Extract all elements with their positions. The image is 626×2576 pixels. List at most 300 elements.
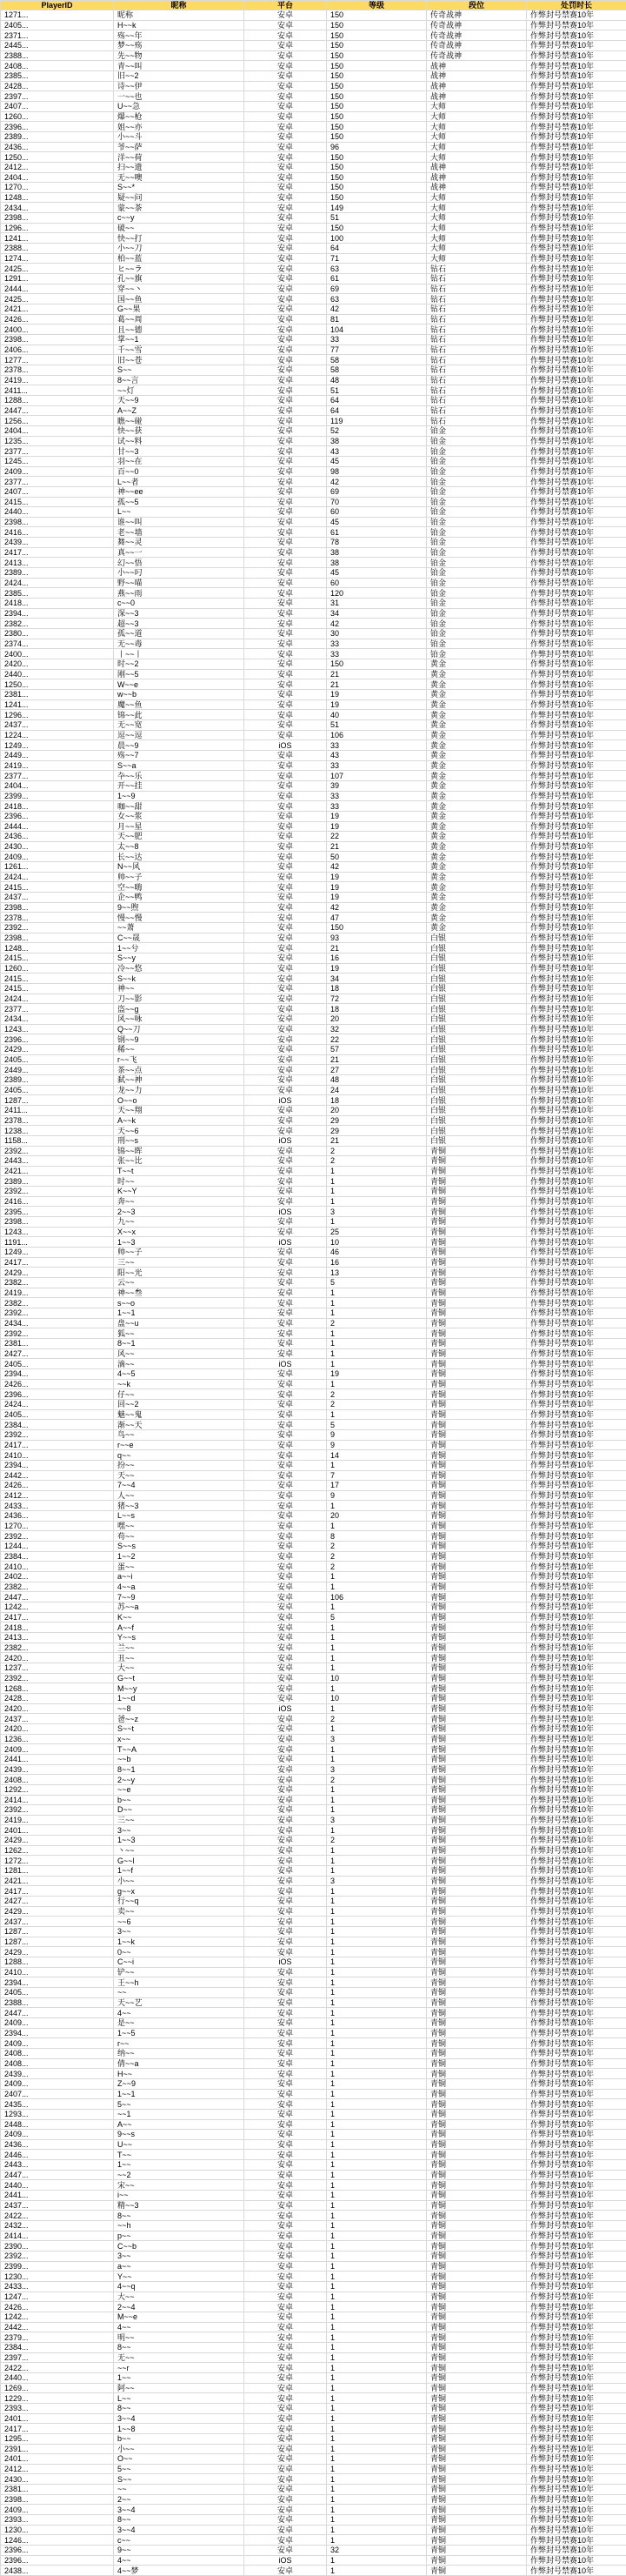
cell-platform: 安卓 [244, 365, 327, 375]
cell-nickname: 8~~1 [114, 1764, 244, 1775]
cell-penalty: 作弊封号禁赛10年 [527, 507, 626, 518]
cell-penalty: 作弊封号禁赛10年 [527, 122, 626, 132]
table-row [1, 1207, 626, 1217]
cell-player-id: 1248... [1, 192, 114, 203]
table-row [1, 183, 626, 193]
cell-nickname: U~~ [114, 2139, 244, 2150]
cell-rank: 白银 [427, 1014, 527, 1024]
cell-level: 1 [327, 2130, 427, 2140]
table-row [1, 2302, 626, 2312]
cell-penalty: 作弊封号禁赛10年 [527, 933, 626, 943]
cell-nickname: 帅~~子 [114, 1248, 244, 1258]
cell-nickname: 嘿~~ [114, 1521, 244, 1531]
cell-penalty: 作弊封号禁赛10年 [527, 1947, 626, 1957]
cell-platform: 安卓 [244, 1014, 327, 1024]
cell-penalty: 作弊封号禁赛10年 [527, 2221, 626, 2231]
table-row [1, 1663, 626, 1673]
cell-level: 48 [327, 1074, 427, 1085]
cell-nickname: ~~8 [114, 1703, 244, 1714]
cell-platform: 安卓 [244, 832, 327, 842]
cell-platform: 安卓 [244, 1623, 327, 1633]
cell-penalty: 作弊封号禁赛10年 [527, 2160, 626, 2171]
cell-rank: 青铜 [427, 2017, 527, 2028]
cell-level: 1 [327, 2363, 427, 2373]
cell-rank: 青铜 [427, 1805, 527, 1816]
cell-player-id: 2400... [1, 649, 114, 659]
cell-player-id: 2429... [1, 1947, 114, 1957]
cell-nickname: ~~ [114, 2485, 244, 2495]
cell-penalty: 作弊封号禁赛10年 [527, 730, 626, 740]
cell-player-id: 1229... [1, 2393, 114, 2404]
cell-player-id: 2394... [1, 1368, 114, 1379]
cell-penalty: 作弊封号禁赛10年 [527, 1146, 626, 1156]
cell-level: 19 [327, 689, 427, 699]
table-row [1, 2282, 626, 2292]
cell-nickname: q~~ [114, 1450, 244, 1461]
cell-nickname: A~~ [114, 2119, 244, 2130]
cell-penalty: 作弊封号禁赛10年 [527, 547, 626, 558]
cell-platform: 安卓 [244, 2261, 327, 2272]
cell-penalty: 作弊封号禁赛10年 [527, 862, 626, 873]
cell-penalty: 作弊封号禁赛10年 [527, 1044, 626, 1054]
cell-penalty: 作弊封号禁赛10年 [527, 588, 626, 599]
cell-platform: 安卓 [244, 2342, 327, 2352]
table-row [1, 2008, 626, 2018]
cell-nickname: 三~~ [114, 1257, 244, 1268]
cell-penalty: 作弊封号禁赛10年 [527, 2109, 626, 2119]
cell-player-id: 2396... [1, 2555, 114, 2566]
cell-nickname: H~~k [114, 20, 244, 30]
cell-rank: 青铜 [427, 2403, 527, 2413]
cell-level: 46 [327, 1248, 427, 1258]
cell-nickname: 1~~1 [114, 1308, 244, 1319]
cell-player-id: 2395... [1, 1207, 114, 1217]
cell-nickname: 2~~3 [114, 1207, 244, 1217]
cell-rank: 青铜 [427, 2272, 527, 2282]
cell-rank: 白银 [427, 1115, 527, 1126]
cell-nickname: a~~ [114, 2261, 244, 2272]
cell-level: 104 [327, 325, 427, 335]
cell-penalty: 作弊封号禁赛10年 [527, 1196, 626, 1207]
cell-level: 1 [327, 2282, 427, 2292]
cell-player-id: 2396... [1, 811, 114, 821]
cell-penalty: 作弊封号禁赛10年 [527, 223, 626, 233]
cell-nickname: 苏~~a [114, 1602, 244, 1613]
cell-nickname: 殇~~年 [114, 30, 244, 41]
cell-penalty: 作弊封号禁赛10年 [527, 2312, 626, 2322]
cell-level: 1 [327, 2109, 427, 2119]
cell-player-id: 2389... [1, 1074, 114, 1085]
table-row [1, 1490, 626, 1501]
cell-nickname: 大~~ [114, 2292, 244, 2302]
table-row [1, 101, 626, 111]
cell-nickname: 8~~ [114, 2515, 244, 2526]
cell-rank: 黄金 [427, 740, 527, 751]
cell-rank: 铂金 [427, 608, 527, 619]
cell-level: 1 [327, 1805, 427, 1816]
table-row [1, 1156, 626, 1167]
cell-nickname: L~~ [114, 507, 244, 518]
cell-player-id: 2440... [1, 2180, 114, 2191]
cell-level: 42 [327, 477, 427, 487]
cell-player-id: 2426... [1, 2302, 114, 2312]
table-row [1, 172, 626, 183]
cell-nickname: ~~b [114, 1754, 244, 1764]
cell-player-id: 2407... [1, 101, 114, 111]
cell-penalty: 作弊封号禁赛10年 [527, 1723, 626, 1734]
cell-platform: 安卓 [244, 436, 327, 446]
cell-platform: 安卓 [244, 984, 327, 994]
cell-nickname: 晨~~9 [114, 740, 244, 751]
table-row [1, 2028, 626, 2038]
cell-platform: 安卓 [244, 1876, 327, 1886]
cell-platform: 安卓 [244, 2403, 327, 2413]
cell-penalty: 作弊封号禁赛10年 [527, 477, 626, 487]
cell-nickname: 4~~ [114, 2322, 244, 2332]
cell-player-id: 2389... [1, 1176, 114, 1187]
cell-platform: 安卓 [244, 1196, 327, 1207]
table-row [1, 1450, 626, 1461]
cell-level: 150 [327, 923, 427, 933]
cell-platform: 安卓 [244, 1734, 327, 1744]
cell-level: 70 [327, 497, 427, 507]
cell-player-id: 2404... [1, 780, 114, 791]
cell-penalty: 作弊封号禁赛10年 [527, 2566, 626, 2576]
cell-player-id: 2379... [1, 2332, 114, 2343]
table-row [1, 395, 626, 405]
cell-platform: 安卓 [244, 710, 327, 720]
cell-player-id: 2405... [1, 20, 114, 30]
cell-player-id: 1281... [1, 1866, 114, 1877]
cell-level: 1 [327, 2555, 427, 2566]
cell-nickname: 魔~~鱼 [114, 699, 244, 710]
cell-rank: 钻石 [427, 314, 527, 325]
cell-rank: 青铜 [427, 1582, 527, 1592]
table-row [1, 517, 626, 527]
cell-nickname: G~~t [114, 1673, 244, 1683]
cell-nickname: 狐~~ [114, 1328, 244, 1339]
table-row [1, 1653, 626, 1663]
table-row [1, 852, 626, 862]
cell-rank: 青铜 [427, 1987, 527, 1997]
table-row [1, 1379, 626, 1389]
cell-penalty: 作弊封号禁赛10年 [527, 70, 626, 81]
cell-nickname: 1~~兮 [114, 943, 244, 953]
table-row [1, 2130, 626, 2140]
cell-player-id: 1292... [1, 1784, 114, 1795]
cell-platform: 安卓 [244, 1085, 327, 1095]
cell-player-id: 2416... [1, 527, 114, 538]
cell-platform: iOS [244, 1095, 327, 1106]
cell-player-id: 2408... [1, 2048, 114, 2058]
table-row [1, 233, 626, 244]
cell-platform: 安卓 [244, 1074, 327, 1085]
cell-rank: 铂金 [427, 588, 527, 599]
cell-penalty: 作弊封号禁赛10年 [527, 2413, 626, 2424]
cell-platform: 安卓 [244, 1825, 327, 1836]
cell-platform: 安卓 [244, 771, 327, 781]
cell-penalty: 作弊封号禁赛10年 [527, 1054, 626, 1065]
cell-player-id: 2409... [1, 2130, 114, 2140]
cell-penalty: 作弊封号禁赛10年 [527, 963, 626, 974]
cell-platform: 安卓 [244, 2130, 327, 2140]
cell-nickname: 柏~~蓝 [114, 253, 244, 264]
table-row [1, 1643, 626, 1653]
cell-level: 30 [327, 629, 427, 639]
cell-level: 1 [327, 1977, 427, 1988]
cell-nickname: 真~~一 [114, 547, 244, 558]
cell-rank: 青铜 [427, 2099, 527, 2110]
cell-rank: 青铜 [427, 1348, 527, 1359]
cell-rank: 黄金 [427, 862, 527, 873]
cell-player-id: 2422... [1, 2363, 114, 2373]
cell-rank: 大师 [427, 111, 527, 122]
cell-rank: 青铜 [427, 1845, 527, 1856]
cell-platform: 安卓 [244, 2099, 327, 2110]
cell-nickname: 刑~~s [114, 1135, 244, 1146]
cell-penalty: 作弊封号禁赛10年 [527, 345, 626, 355]
cell-nickname: 昵称 [114, 10, 244, 21]
cell-platform: 安卓 [244, 192, 327, 203]
cell-level: 1 [327, 1298, 427, 1308]
cell-penalty: 作弊封号禁赛10年 [527, 1693, 626, 1703]
cell-nickname: 女~~浆 [114, 811, 244, 821]
cell-player-id: 2388... [1, 244, 114, 254]
table-row [1, 1633, 626, 1643]
cell-player-id: 2399... [1, 791, 114, 801]
table-row [1, 2017, 626, 2028]
table-row [1, 1572, 626, 1582]
cell-penalty: 作弊封号禁赛10年 [527, 719, 626, 730]
cell-platform: 安卓 [244, 1409, 327, 1420]
cell-penalty: 作弊封号禁赛10年 [527, 2302, 626, 2312]
cell-platform: 安卓 [244, 274, 327, 284]
cell-penalty: 作弊封号禁赛10年 [527, 649, 626, 659]
cell-nickname: 3~~ [114, 1927, 244, 1937]
table-row [1, 2424, 626, 2434]
cell-player-id: 2411... [1, 385, 114, 396]
cell-nickname: r~~ [114, 2038, 244, 2049]
table-row [1, 2555, 626, 2566]
table-row [1, 1257, 626, 1268]
cell-rank: 青铜 [427, 1440, 527, 1450]
cell-penalty: 作弊封号禁赛10年 [527, 1105, 626, 1115]
cell-rank: 铂金 [427, 446, 527, 457]
cell-level: 24 [327, 1085, 427, 1095]
cell-level: 51 [327, 719, 427, 730]
cell-player-id: 2418... [1, 599, 114, 609]
cell-rank: 青铜 [427, 1227, 527, 1237]
cell-level: 13 [327, 1268, 427, 1278]
cell-player-id: 1261... [1, 862, 114, 873]
cell-platform: 安卓 [244, 1947, 327, 1957]
cell-player-id: 1288... [1, 395, 114, 405]
cell-nickname: 4~~ [114, 2555, 244, 2566]
table-row [1, 1623, 626, 1633]
cell-platform: 安卓 [244, 1024, 327, 1034]
cell-rank: 大师 [427, 233, 527, 244]
cell-level: 3 [327, 1876, 427, 1886]
cell-player-id: 2398... [1, 2494, 114, 2505]
cell-level: 1 [327, 1947, 427, 1957]
cell-nickname: 无~~ [114, 2352, 244, 2363]
cell-rank: 青铜 [427, 1784, 527, 1795]
cell-level: 1 [327, 1784, 427, 1795]
cell-platform: 安卓 [244, 1318, 327, 1328]
cell-platform: 安卓 [244, 213, 327, 224]
cell-level: 1 [327, 1856, 427, 1866]
cell-penalty: 作弊封号禁赛10年 [527, 1977, 626, 1988]
cell-rank: 青铜 [427, 2130, 527, 2140]
cell-level: 78 [327, 538, 427, 548]
cell-nickname: 茶~~点 [114, 1065, 244, 1075]
cell-penalty: 作弊封号禁赛10年 [527, 1542, 626, 1552]
cell-nickname: r~~e [114, 1440, 244, 1450]
cell-platform: 安卓 [244, 203, 327, 213]
cell-level: 1 [327, 2017, 427, 2028]
cell-penalty: 作弊封号禁赛10年 [527, 1836, 626, 1846]
cell-rank: 黄金 [427, 780, 527, 791]
table-row [1, 375, 626, 385]
cell-player-id: 2433... [1, 2282, 114, 2292]
cell-platform: 安卓 [244, 2028, 327, 2038]
cell-player-id: 1248... [1, 943, 114, 953]
table-row [1, 1947, 626, 1957]
cell-player-id: 2378... [1, 1115, 114, 1126]
table-row [1, 436, 626, 446]
table-row [1, 1977, 626, 1988]
table-row [1, 1876, 626, 1886]
cell-level: 1 [327, 2200, 427, 2211]
table-row [1, 2403, 626, 2413]
cell-penalty: 作弊封号禁赛10年 [527, 629, 626, 639]
cell-level: 57 [327, 1044, 427, 1054]
cell-platform: 安卓 [244, 325, 327, 335]
cell-nickname: T~~ [114, 2150, 244, 2160]
cell-rank: 青铜 [427, 1156, 527, 1167]
cell-penalty: 作弊封号禁赛10年 [527, 801, 626, 812]
cell-penalty: 作弊封号禁赛10年 [527, 416, 626, 426]
cell-nickname: 风~~ [114, 1348, 244, 1359]
cell-platform: 安卓 [244, 1308, 327, 1319]
table-row [1, 1217, 626, 1228]
cell-platform: 安卓 [244, 264, 327, 274]
cell-nickname: 幻~~悟 [114, 558, 244, 568]
cell-platform: 安卓 [244, 40, 327, 50]
cell-player-id: 1296... [1, 710, 114, 720]
cell-player-id: 2421... [1, 304, 114, 315]
cell-player-id: 2417... [1, 1440, 114, 1450]
cell-rank: 铂金 [427, 456, 527, 466]
cell-penalty: 作弊封号禁赛10年 [527, 689, 626, 699]
table-row [1, 1815, 626, 1825]
table-row [1, 1187, 626, 1197]
cell-player-id: 2421... [1, 1876, 114, 1886]
cell-rank: 青铜 [427, 1836, 527, 1846]
cell-nickname: 8~~ [114, 2403, 244, 2413]
cell-player-id: 2417... [1, 1612, 114, 1623]
cell-rank: 青铜 [427, 1450, 527, 1461]
table-row [1, 2444, 626, 2454]
cell-player-id: 1237... [1, 1663, 114, 1673]
cell-platform: 安卓 [244, 1278, 327, 1288]
cell-rank: 青铜 [427, 2119, 527, 2130]
cell-rank: 大师 [427, 244, 527, 254]
cell-platform: 安卓 [244, 2312, 327, 2322]
table-row [1, 1703, 626, 1714]
table-row [1, 679, 626, 690]
table-row [1, 1135, 626, 1146]
cell-player-id: 2444... [1, 821, 114, 832]
cell-penalty: 作弊封号禁赛10年 [527, 1217, 626, 1228]
cell-rank: 大师 [427, 223, 527, 233]
cell-platform: 安卓 [244, 2393, 327, 2404]
cell-level: 1 [327, 1967, 427, 1977]
cell-penalty: 作弊封号禁赛10年 [527, 2038, 626, 2049]
cell-platform: 安卓 [244, 1521, 327, 1531]
cell-platform: 安卓 [244, 1633, 327, 1643]
cell-platform: 安卓 [244, 1775, 327, 1785]
cell-level: 16 [327, 1257, 427, 1268]
cell-platform: 安卓 [244, 314, 327, 325]
cell-nickname: 渐~~天 [114, 1420, 244, 1430]
cell-rank: 青铜 [427, 1754, 527, 1764]
table-row [1, 274, 626, 284]
cell-nickname: 天~~6 [114, 1126, 244, 1136]
cell-penalty: 作弊封号禁赛10年 [527, 2393, 626, 2404]
cell-rank: 白银 [427, 1054, 527, 1065]
cell-player-id: 1245... [1, 456, 114, 466]
table-row [1, 1673, 626, 1683]
table-row [1, 1744, 626, 1755]
table-row [1, 405, 626, 416]
table-row [1, 1582, 626, 1592]
cell-platform: 安卓 [244, 152, 327, 163]
cell-platform: 安卓 [244, 852, 327, 862]
cell-player-id: 2428... [1, 81, 114, 91]
cell-player-id: 2440... [1, 507, 114, 518]
table-row [1, 507, 626, 518]
cell-player-id: 2434... [1, 1014, 114, 1024]
table-row [1, 2342, 626, 2352]
cell-penalty: 作弊封号禁赛10年 [527, 943, 626, 953]
cell-player-id: 2424... [1, 1399, 114, 1409]
cell-platform: 安卓 [244, 1368, 327, 1379]
cell-penalty: 作弊封号禁赛10年 [527, 902, 626, 913]
table-row [1, 2099, 626, 2110]
cell-nickname: 爆~~枪 [114, 111, 244, 122]
cell-player-id: 1293... [1, 2109, 114, 2119]
cell-nickname: C~~b [114, 2241, 244, 2251]
table-row [1, 1845, 626, 1856]
cell-platform: 安卓 [244, 1683, 327, 1694]
cell-player-id: 2446... [1, 2150, 114, 2160]
cell-penalty: 作弊封号禁赛10年 [527, 2211, 626, 2221]
cell-platform: 安卓 [244, 1572, 327, 1582]
cell-rank: 青铜 [427, 1490, 527, 1501]
cell-rank: 黄金 [427, 699, 527, 710]
cell-level: 61 [327, 274, 427, 284]
cell-level: 150 [327, 122, 427, 132]
cell-rank: 青铜 [427, 2342, 527, 2352]
cell-nickname: 魅~~鬼 [114, 1409, 244, 1420]
cell-nickname: c~~0 [114, 599, 244, 609]
cell-penalty: 作弊封号禁赛10年 [527, 740, 626, 751]
table-row [1, 740, 626, 751]
table-row [1, 2464, 626, 2474]
cell-player-id: 2448... [1, 2119, 114, 2130]
cell-penalty: 作弊封号禁赛10年 [527, 1268, 626, 1278]
